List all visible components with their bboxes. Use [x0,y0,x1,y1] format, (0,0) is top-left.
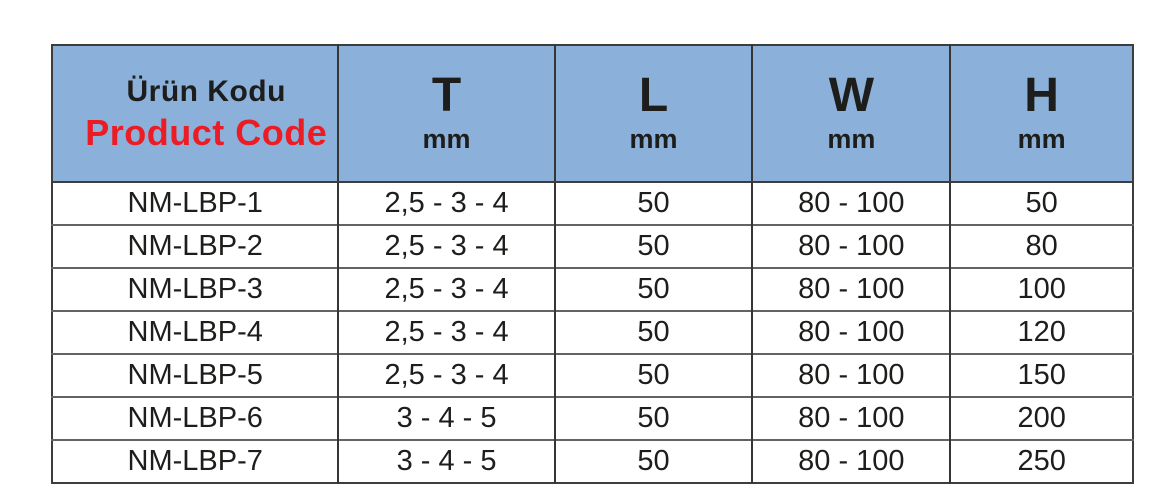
cell-h-value: 50 [950,182,1133,225]
cell-w-value: 80 - 100 [752,182,950,225]
cell-h-value: 80 [950,225,1133,268]
cell-l-value: 50 [555,397,753,440]
cell-w-value: 80 - 100 [752,311,950,354]
header-col-h [950,45,1133,182]
table-row [52,354,1133,397]
column-unit-t: mm [422,124,471,155]
cell-h-value: 250 [950,440,1133,483]
cell-t-value: 2,5 - 3 - 4 [338,225,554,268]
cell-t-value: 2,5 - 3 - 4 [338,268,554,311]
column-letter-h: H [1024,69,1059,123]
cell-product-code: NM-LBP-2 [52,225,338,268]
cell-h-value: 100 [950,268,1133,311]
table-row [52,397,1133,440]
cell-h-value: 200 [950,397,1133,440]
cell-l-value: 50 [555,268,753,311]
cell-t-value: 3 - 4 - 5 [338,440,554,483]
cell-w-value: 80 - 100 [752,268,950,311]
cell-w-value: 80 - 100 [752,354,950,397]
cell-t-value: 2,5 - 3 - 4 [338,311,554,354]
table-title-english: Product Code [85,111,328,153]
cell-l-value: 50 [555,225,753,268]
product-spec-table [51,44,1134,484]
cell-t-value: 3 - 4 - 5 [338,397,554,440]
column-letter-t: T [431,69,462,123]
table-row [52,268,1133,311]
cell-w-value: 80 - 100 [752,225,950,268]
column-unit-h: mm [1017,124,1066,155]
cell-l-value: 50 [555,354,753,397]
cell-product-code: NM-LBP-7 [52,440,338,483]
cell-t-value: 2,5 - 3 - 4 [338,354,554,397]
table-row [52,311,1133,354]
header-col-l [555,45,753,182]
cell-product-code: NM-LBP-6 [52,397,338,440]
cell-product-code: NM-LBP-4 [52,311,338,354]
column-letter-w: W [828,69,875,123]
cell-h-value: 150 [950,354,1133,397]
cell-product-code: NM-LBP-1 [52,182,338,225]
header-col-t [338,45,554,182]
table-row [52,225,1133,268]
header-product-code [52,45,338,182]
cell-l-value: 50 [555,311,753,354]
cell-l-value: 50 [555,182,753,225]
cell-product-code: NM-LBP-5 [52,354,338,397]
header-row [52,45,1133,182]
cell-l-value: 50 [555,440,753,483]
table-row [52,182,1133,225]
cell-h-value: 120 [950,311,1133,354]
column-unit-w: mm [827,124,876,155]
column-unit-l: mm [629,124,678,155]
cell-product-code: NM-LBP-3 [52,268,338,311]
cell-t-value: 2,5 - 3 - 4 [338,182,554,225]
header-col-w [752,45,950,182]
table-title-turkish: Ürün Kodu [126,75,286,109]
cell-w-value: 80 - 100 [752,397,950,440]
table-row [52,440,1133,483]
column-letter-l: L [638,69,669,123]
cell-w-value: 80 - 100 [752,440,950,483]
